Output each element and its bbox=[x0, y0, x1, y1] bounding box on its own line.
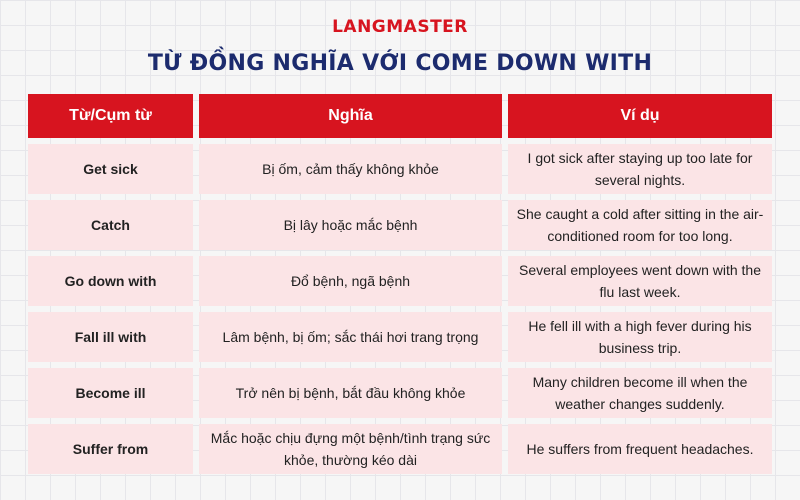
example-cell: Many children become ill when the weather changes suddenly. bbox=[508, 368, 772, 418]
term-cell: Fall ill with bbox=[28, 312, 193, 362]
table-row bbox=[28, 368, 772, 418]
example-cell: She caught a cold after sitting in the air-conditioned room for too long. bbox=[508, 200, 772, 250]
term-cell: Catch bbox=[28, 200, 193, 250]
synonyms-table bbox=[28, 94, 772, 474]
langmaster-logo: LANGMASTER bbox=[332, 17, 468, 37]
header-example: Ví dụ bbox=[508, 94, 772, 138]
term-cell: Get sick bbox=[28, 144, 193, 194]
table-row bbox=[28, 312, 772, 362]
header-term: Từ/Cụm từ bbox=[28, 94, 193, 138]
meaning-cell: Trở nên bị bệnh, bắt đầu không khỏe bbox=[199, 368, 502, 418]
example-cell: I got sick after staying up too late for several nights. bbox=[508, 144, 772, 194]
term-cell: Become ill bbox=[28, 368, 193, 418]
table-row bbox=[28, 256, 772, 306]
meaning-cell: Bị lây hoặc mắc bệnh bbox=[199, 200, 502, 250]
meaning-cell: Bị ốm, cảm thấy không khỏe bbox=[199, 144, 502, 194]
example-cell: He suffers from frequent headaches. bbox=[508, 424, 772, 474]
table-header-row bbox=[28, 94, 772, 138]
example-cell: He fell ill with a high fever during his business trip. bbox=[508, 312, 772, 362]
table-row bbox=[28, 200, 772, 250]
term-cell: Suffer from bbox=[28, 424, 193, 474]
table-row bbox=[28, 144, 772, 194]
term-cell: Go down with bbox=[28, 256, 193, 306]
meaning-cell: Lâm bệnh, bị ốm; sắc thái hơi trang trọng bbox=[199, 312, 502, 362]
example-cell: Several employees went down with the flu last week. bbox=[508, 256, 772, 306]
table-row bbox=[28, 424, 772, 474]
page-title: TỪ ĐỒNG NGHĨA VỚI COME DOWN WITH bbox=[147, 51, 653, 76]
meaning-cell: Mắc hoặc chịu đựng một bệnh/tình trạng sức khỏe, thường kéo dài bbox=[199, 424, 502, 474]
meaning-cell: Đổ bệnh, ngã bệnh bbox=[199, 256, 502, 306]
header-meaning: Nghĩa bbox=[199, 94, 502, 138]
